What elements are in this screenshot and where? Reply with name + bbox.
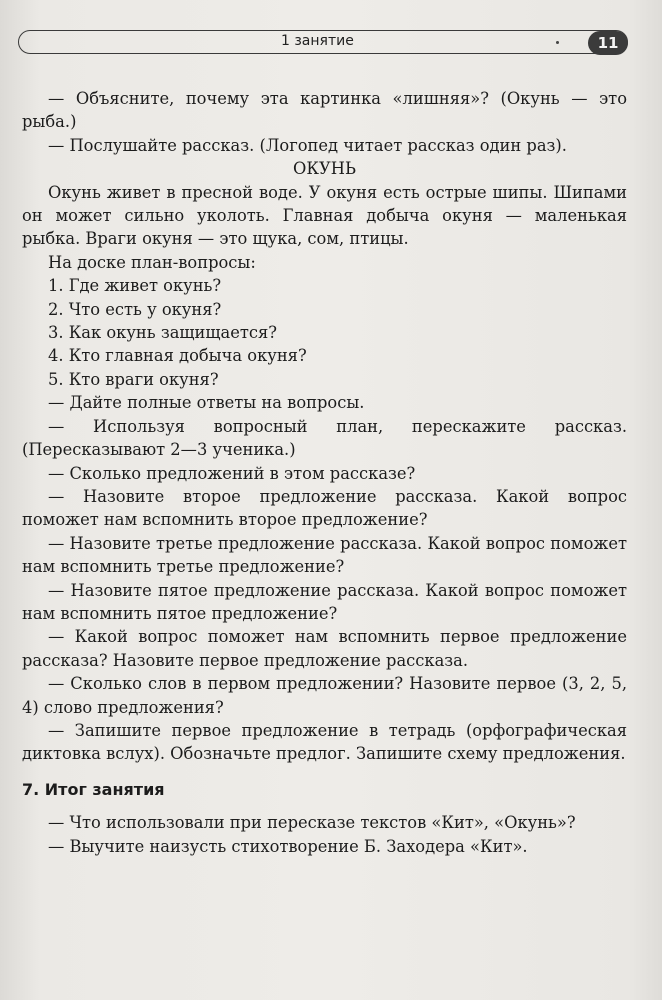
text-line: — Назовите пятое предложение рассказа. Какой вопрос поможет нам вспомнить пятое предложение? — [22, 580, 627, 623]
text-line: — Объясните, почему эта картинка «лишняя»? (Окунь — это рыба.) — [22, 89, 627, 132]
plan-question: 5. Кто враги окуня? — [48, 369, 219, 389]
page-content — [22, 87, 627, 858]
text-line: — Какой вопрос поможет нам вспомнить первое предложение рассказа? Назовите первое предложение рассказа. — [22, 627, 627, 670]
running-header — [18, 30, 628, 54]
text-line: — Послушайте рассказ. (Логопед читает рассказ один раз). — [48, 135, 567, 155]
chapter-title: 1 занятие — [281, 33, 354, 49]
plan-question: 3. Как окунь защищается? — [48, 323, 277, 343]
text-line: — Выучите наизусть стихотворение Б. Заходера «Кит». — [48, 836, 528, 856]
text-line: — Что использовали при пересказе текстов «Кит», «Окунь»? — [48, 813, 576, 833]
plan-heading: На доске план-вопросы: — [48, 252, 256, 272]
plan-question: 4. Кто главная добыча окуня? — [48, 346, 307, 366]
text-line: — Дайте полные ответы на вопросы. — [48, 393, 365, 413]
story-paragraph: Окунь живет в пресной воде. У окуня есть острые шипы. Шипами он может сильно уколоть. Главная добыча окуня — маленькая рыбка. Враги окуня — это щука, сом, птицы. — [22, 182, 627, 249]
text-line: — Запишите первое предложение в тетрадь (орфографическая диктовка вслух). Обозначьте предлог. Запишите схему предложения. — [22, 720, 627, 764]
story-title: ОКУНЬ — [293, 159, 356, 179]
section-title: 7. Итог занятия — [22, 779, 165, 799]
text-line: — Сколько предложений в этом рассказе? — [48, 463, 416, 483]
text-line: — Сколько слов в первом предложении? Назовите первое (3, 2, 5, 4) слово предложения? — [22, 674, 627, 717]
text-line: — Используя вопросный план, перескажите рассказ. (Пересказывают 2—3 ученика.) — [22, 416, 627, 460]
header-dot — [556, 41, 559, 44]
text-line: — Назовите третье предложение рассказа. Какой вопрос поможет нам вспомнить третье предложение? — [22, 533, 627, 577]
text-line: — Назовите второе предложение рассказа. Какой вопрос поможет нам вспомнить второе предложение? — [22, 486, 627, 530]
plan-question: 1. Где живет окунь? — [48, 276, 222, 296]
page-number: 11 — [588, 31, 628, 55]
plan-question: 2. Что есть у окуня? — [48, 299, 222, 319]
